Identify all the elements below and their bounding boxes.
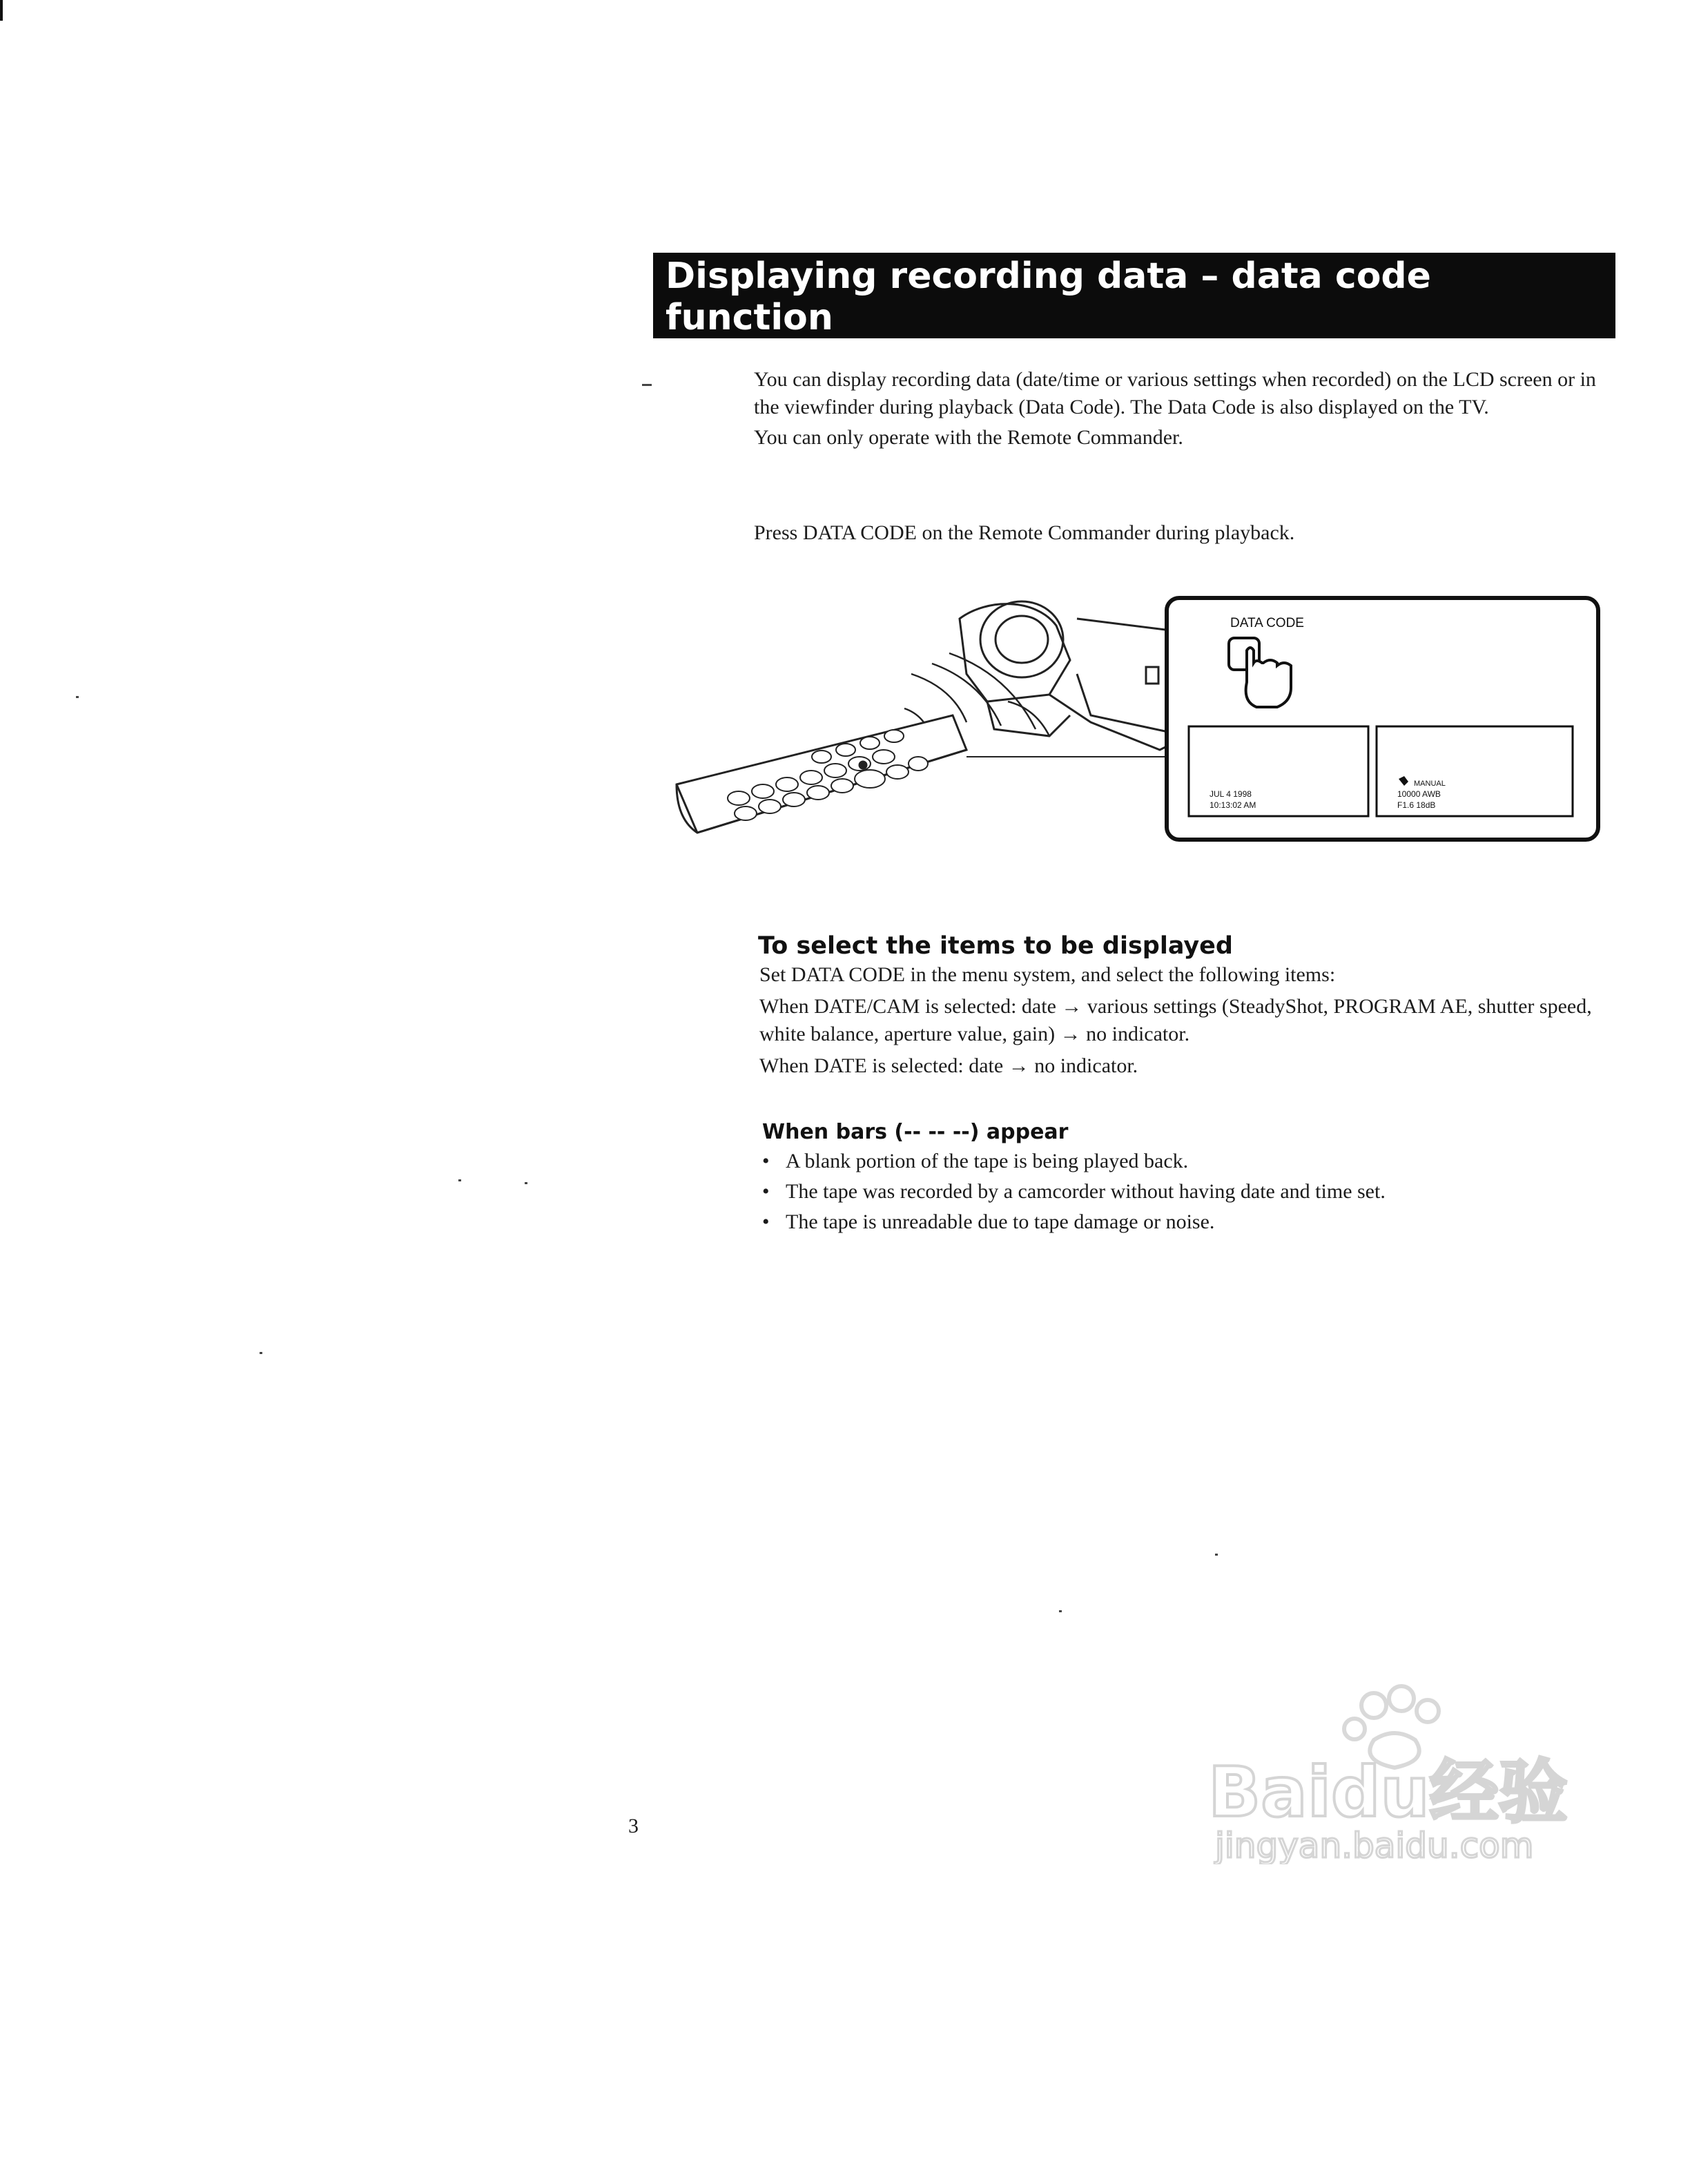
camcorder-drawing	[960, 601, 1187, 750]
scan-speck	[525, 1182, 527, 1184]
intro-block	[754, 366, 1596, 454]
select-items-line: Set DATA CODE in the menu system, and select the following items:	[759, 963, 1336, 986]
screen-aperture-gain-text: F1.6 18dB	[1397, 800, 1436, 810]
page-number: 3	[628, 1815, 639, 1837]
list-item: • A blank portion of the tape is being played back.	[762, 1146, 1591, 1177]
scan-speck	[458, 1179, 461, 1181]
select-items-line: When DATE/CAM is selected: date → various settings (SteadyShot, PROGRAM AE, shutter speed, white balance, aperture value, gain) → no indicator.	[759, 995, 1592, 1045]
list-item: • The tape is unreadable due to tape damage or noise.	[762, 1207, 1591, 1237]
section-heading-bars: When bars (-- -- --) appear	[762, 1120, 1069, 1144]
scan-speck	[260, 1352, 262, 1354]
select-items-block	[759, 961, 1615, 1084]
scan-speck	[76, 696, 79, 698]
title-line-2: function	[666, 297, 833, 338]
list-item: • The tape was recorded by a camcorder without having date and time set.	[762, 1177, 1591, 1207]
intro-paragraph: You can display recording data (date/time or various settings when recorded) on the LCD screen or in the viewfinder during playback (Data Code). The Data Code is also displayed on the TV.	[754, 368, 1596, 418]
bars-reason-list	[762, 1146, 1591, 1237]
section-heading-select-items: To select the items to be displayed	[758, 932, 1233, 960]
data-code-button-label: DATA CODE	[1230, 616, 1304, 630]
screen-date-text: JUL 4 1998	[1210, 789, 1252, 799]
scan-edge-mark	[0, 0, 3, 21]
intro-paragraph: You can only operate with the Remote Commander.	[754, 426, 1183, 449]
watermark-url: jingyan.baidu.com	[1215, 1826, 1534, 1864]
remote-data-code-illustration	[663, 591, 1604, 881]
remote-commander-drawing	[677, 715, 967, 833]
screen-shutter-awb-text: 10000 AWB	[1397, 789, 1441, 799]
scan-speck	[642, 384, 652, 386]
page-title	[653, 253, 1615, 338]
scan-speck	[1059, 1610, 1062, 1612]
title-line-1: Displaying recording data – data code	[666, 255, 1431, 297]
screen-manual-text: MANUAL	[1414, 780, 1446, 788]
screen-time-text: 10:13:02 AM	[1210, 800, 1256, 810]
watermark-brand: Baidu经验	[1208, 1752, 1568, 1833]
scan-speck	[1215, 1554, 1218, 1556]
baidu-watermark	[1201, 1671, 1588, 1864]
instruction-text: Press DATA CODE on the Remote Commander during playback.	[754, 521, 1295, 544]
select-items-line: When DATE is selected: date → no indicator.	[759, 1054, 1138, 1077]
